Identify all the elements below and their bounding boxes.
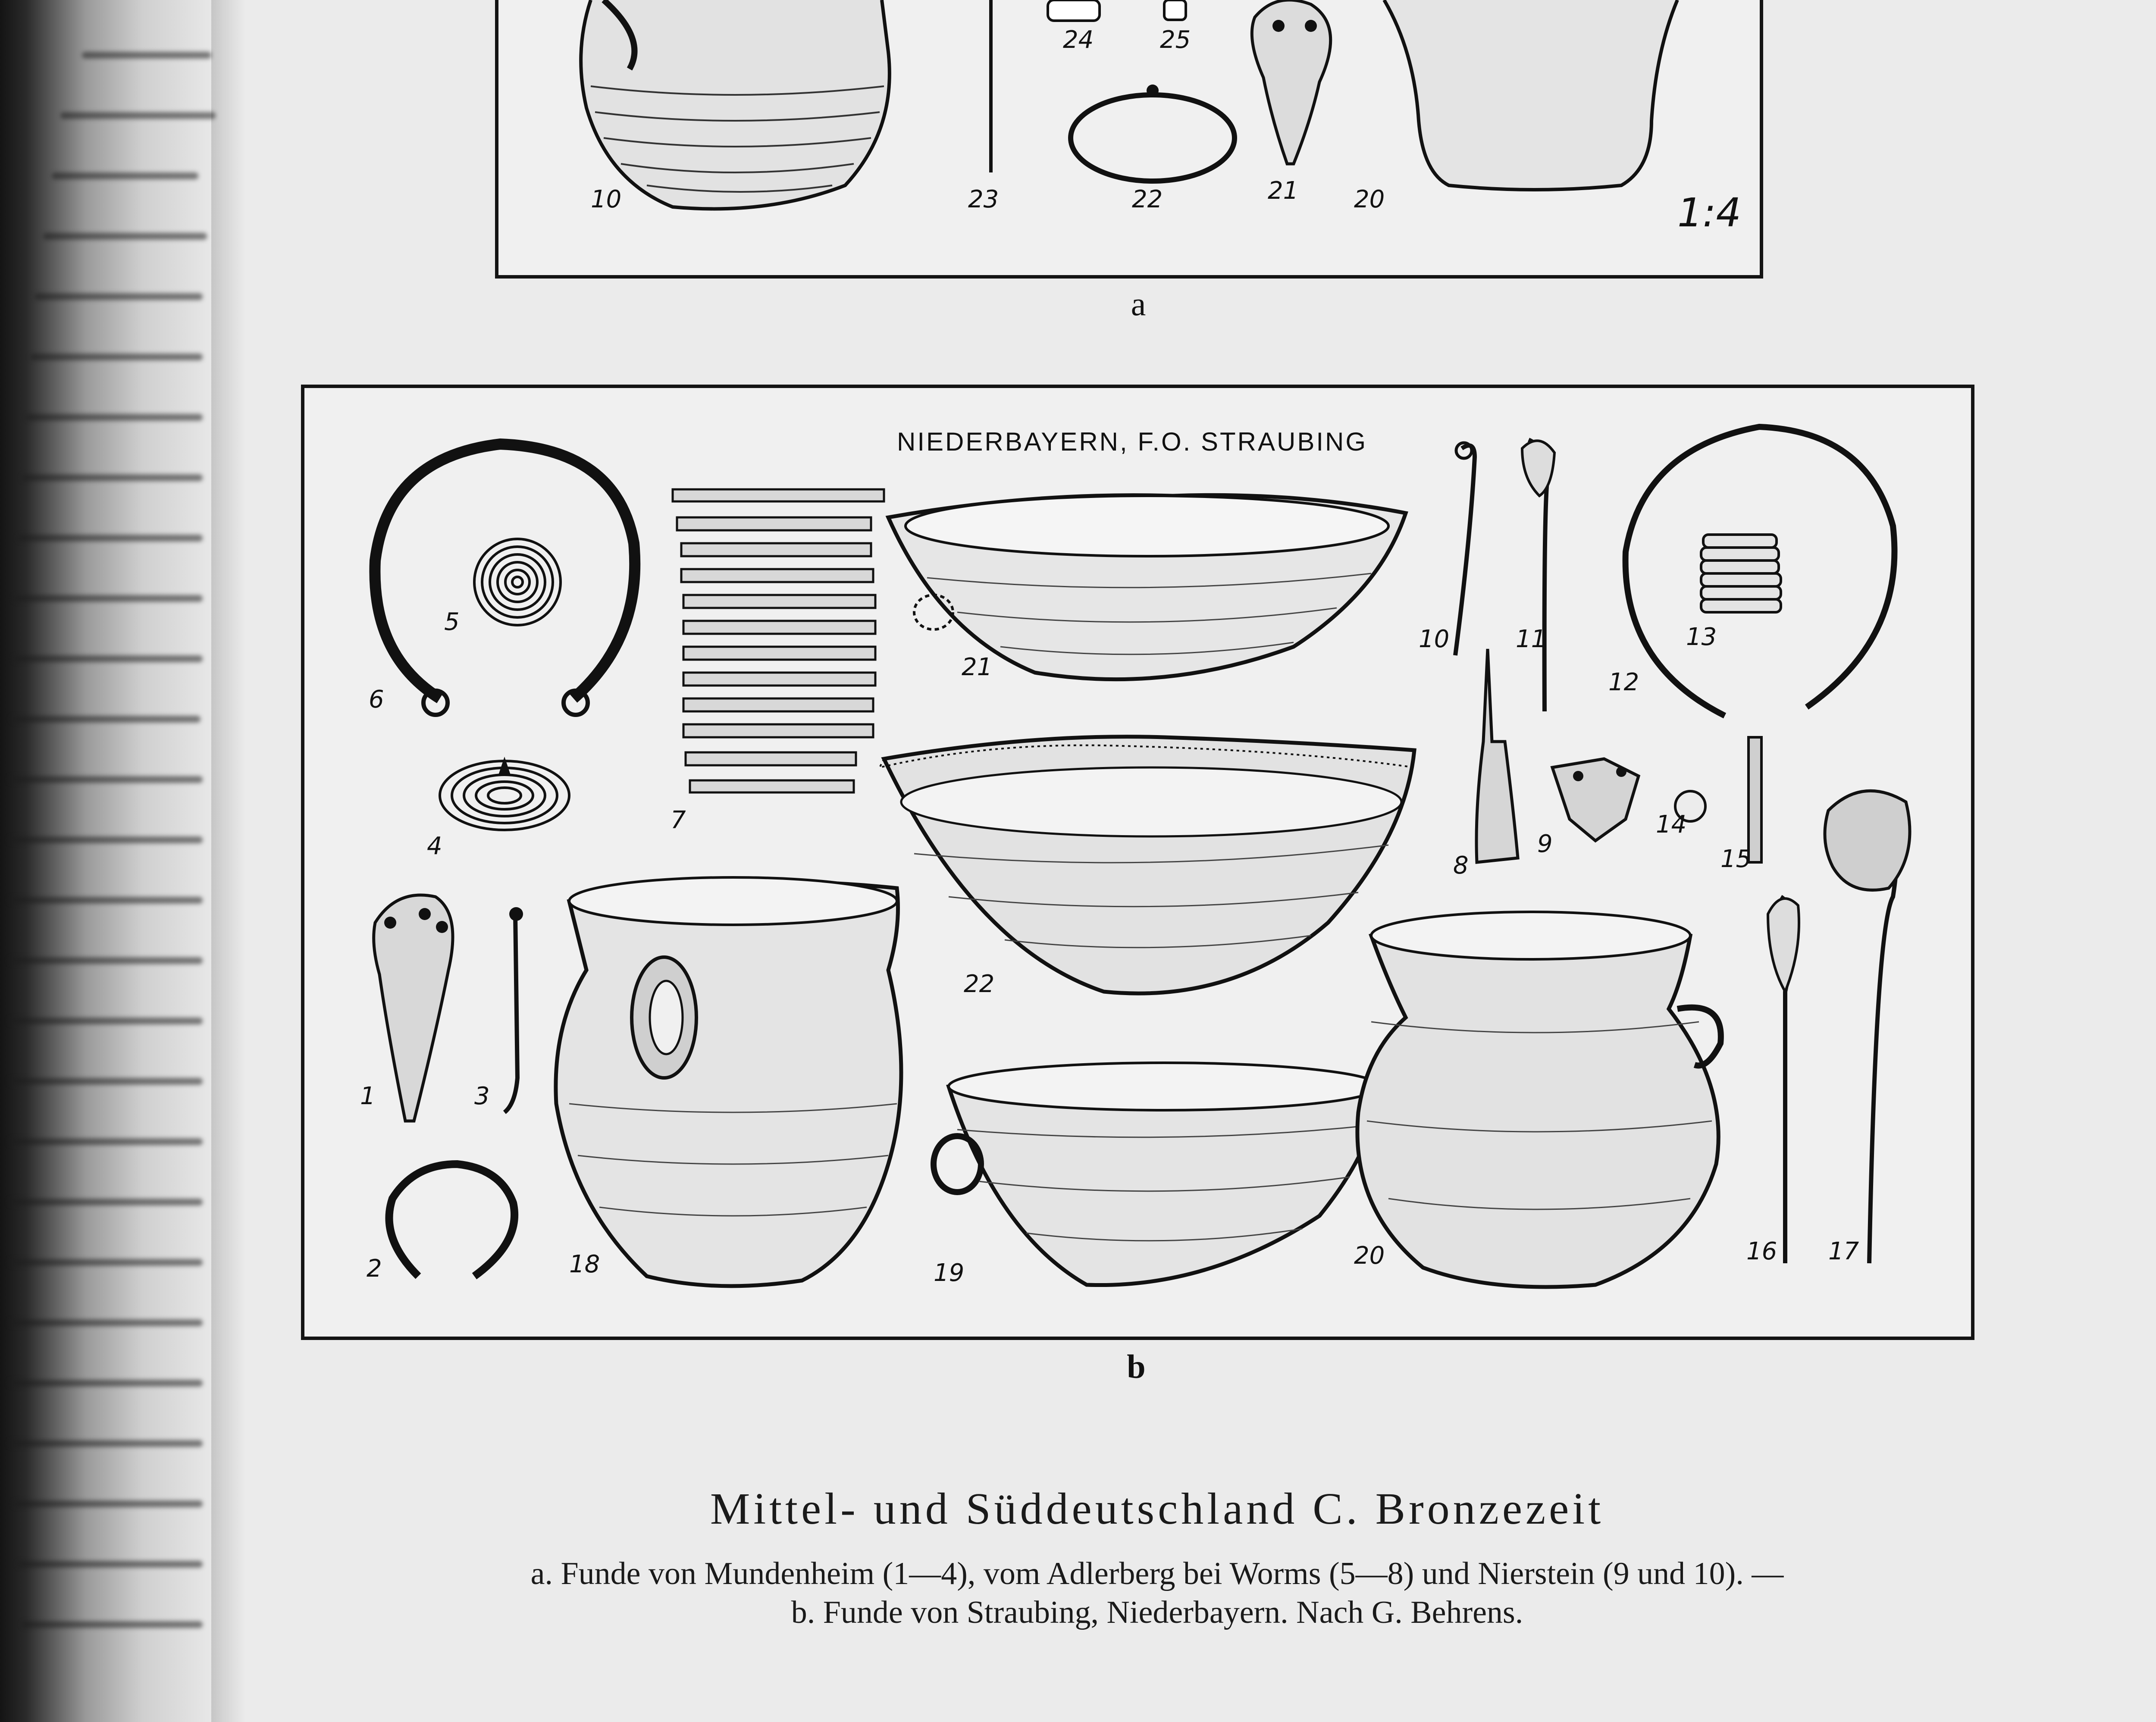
awl-8 [1476,649,1518,862]
fig-label: 9 [1537,830,1553,858]
fig-label: 12 [1608,668,1639,696]
panel-letter-b: b [1127,1348,1146,1385]
fig-label: 11 [1516,625,1547,653]
tube-15 [1749,737,1761,862]
spiral-5 [474,539,561,625]
fig-label: 3 [474,1082,490,1110]
fig-label: 10 [1419,625,1450,653]
fig-label: 14 [1656,811,1687,839]
bars-7 [673,489,884,792]
fig-label: 5 [444,608,460,636]
fig-label: 8 [1453,852,1469,880]
bracelet-2 [389,1164,515,1276]
fig-label: 15 [1720,845,1752,873]
torc-6 [375,444,635,698]
bowl-19-handle [934,1136,981,1192]
fig-label: 25 [1160,26,1191,54]
fig-label: 19 [934,1259,965,1287]
fig-label: 21 [1268,177,1299,205]
vessel-20 [1357,916,1718,1287]
fig-label: 20 [1354,1242,1385,1270]
fig-label: 7 [671,806,686,834]
fig-label: 2 [367,1255,382,1283]
fig-label: 21 [962,653,993,681]
panel-letter-a: a [1131,285,1146,322]
pin-3 [505,914,517,1112]
fig-label: 1 [360,1082,376,1110]
plate-b-heading: NIEDERBAYERN, F.O. STRAUBING [897,427,1368,456]
fig-label: 23 [968,185,999,213]
fig-label: 6 [369,686,384,714]
fig-label: 18 [569,1250,600,1278]
vessel-18 [556,882,901,1286]
spiral-tube-13 [1701,535,1781,612]
caption-line-1: a. Funde von Mundenheim (1—4), vom Adlerberg bei Worms (5—8) und Nierstein (9 und 10). — [530,1556,1784,1591]
caption-line-2: b. Funde von Straubing, Niederbayern. Nach G. Behrens. [791,1595,1523,1630]
caption-title: Mittel- und Süddeutschland C. Bronzezeit [710,1484,1604,1534]
fig-label: 16 [1746,1237,1777,1265]
fig-label: 22 [964,970,995,998]
scale-label: 1:4 [1677,190,1742,236]
fig-label: 17 [1828,1237,1859,1265]
fig-label: 10 [591,185,622,213]
fig-label: 22 [1132,185,1163,213]
fig-label: 20 [1354,185,1385,213]
fig-label: 4 [427,832,442,860]
fig-label: 24 [1063,26,1094,54]
pin-10 [1455,445,1475,655]
fig-label: 13 [1686,623,1717,651]
